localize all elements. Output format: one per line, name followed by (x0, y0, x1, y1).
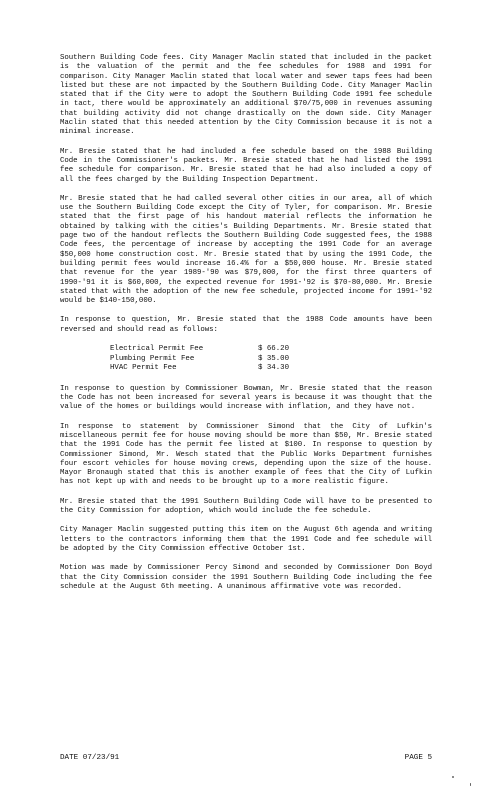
footer-page-number: PAGE 5 (404, 754, 432, 762)
paragraph-3: Mr. Bresie stated that he had called several other cities in our area, all of which use the Southern Building Code except the City of Tyler, for comparison. Mr. Bresie stated that the first page of his handout material reflects the information he obtained by talking with the cities's Building Departments. Mr. Bresie stated that page two of the handout reflects the Southern Building Code suggested fees, the 1988 Code fees, the percentage of increase by accepting the 1991 Code for an average $50,000 home construction cost. Mr. Bresie stated that by using the 1991 Code, the building permit fees would increase 16.4% for a $50,000 house. Mr. Bresie stated that revenue for the year 1989-'90 was $79,000, for the first three quarters of 1990-'91 it is $60,000, the expected revenue for 1991-'92 is $70-80,000. Mr. Bresie stated that with the adoption of the new fee schedule, projected income for 1991-'92 would be $140-150,000. (60, 194, 432, 306)
paragraph-6: In response to statement by Commissioner Simond that the City of Lufkin's miscellaneous permit fee for house moving should be more than $50, Mr. Bresie stated that the 1991 Code has the permit fee listed at $100. In response to question by Commissioner Simond, Mr. Wesch stated that the Public Works Department furnishes four escort vehicles for house moving crews, depending upon the size of the house. Mayor Bronaugh stated that this is another example of fees that the City of Lufkin has not kept up with and needs to be brought up to a more realistic figure. (60, 422, 432, 487)
paragraph-8: City Manager Maclin suggested putting this item on the August 6th agenda and writing letters to the contractors informing them that the 1991 Code and fee schedule will be adopted by the City Commission effective October 1st. (60, 526, 432, 553)
paragraph-9: Motion was made by Commissioner Percy Simond and seconded by Commissioner Don Boyd that the City Commission consider the 1991 Southern Building Code including the fee schedule at the August 6th meeting. A unanimous affirmative vote was recorded. (60, 564, 432, 591)
fee-label: HVAC Permit Fee (110, 364, 177, 373)
fee-row (110, 345, 310, 355)
paragraph-7: Mr. Bresie stated that the 1991 Southern Building Code will have to be presented to the City Commission for adoption, which would include the fee schedule. (60, 497, 432, 516)
fee-amount: $ 35.00 (258, 354, 290, 363)
scan-speck (452, 776, 454, 778)
fee-row (110, 364, 310, 374)
page-footer (60, 754, 432, 762)
fee-label: Plumbing Permit Fee (110, 354, 195, 363)
paragraph-5: In response to question by Commissioner Bowman, Mr. Bresie stated that the reason the Code has not been increased for several years is because it was thought that the value of the homes or buildings would increase with inflation, and they have not. (60, 384, 432, 412)
fee-row (110, 355, 310, 365)
scan-speck (470, 783, 471, 786)
fee-amount: $ 66.20 (258, 345, 290, 354)
paragraph-4: In response to question, Mr. Bresie stated that the 1988 Code amounts have been reversed and should read as follows: (60, 316, 432, 334)
footer-date: DATE 07/23/91 (60, 754, 120, 762)
fee-amount: $ 34.30 (258, 364, 290, 373)
fee-label: Electrical Permit Fee (110, 345, 204, 354)
paragraph-1: Southern Building Code fees. City Manager Maclin stated that included in the packet is the valuation of the permit and the fee schedules for 1988 and 1991 for comparison. City Manager Maclin stated that local water and sewer taps fees had been listed but these are not impacted by the Southern Building Code. City Manager Maclin stated that if the City were to adopt the Southern Building Code 1991 fee schedule in tact, there would be approximately an additional $70/75,000 in revenues assuming that building activity did not change drastically on the down side. City Manager Maclin stated that this needed attention by the City Commission because it is not a minimal increase. (60, 54, 432, 137)
document-body (60, 54, 432, 602)
paragraph-2: Mr. Bresie stated that he had included a fee schedule based on the 1988 Building Code in the Commissioner's packets. Mr. Bresie stated that he had listed the 1991 fee schedule for comparison. Mr. Bresie stated that he had also included a copy of all the fees charged by the Building Inspection Department. (60, 147, 432, 184)
fee-table (110, 345, 310, 374)
